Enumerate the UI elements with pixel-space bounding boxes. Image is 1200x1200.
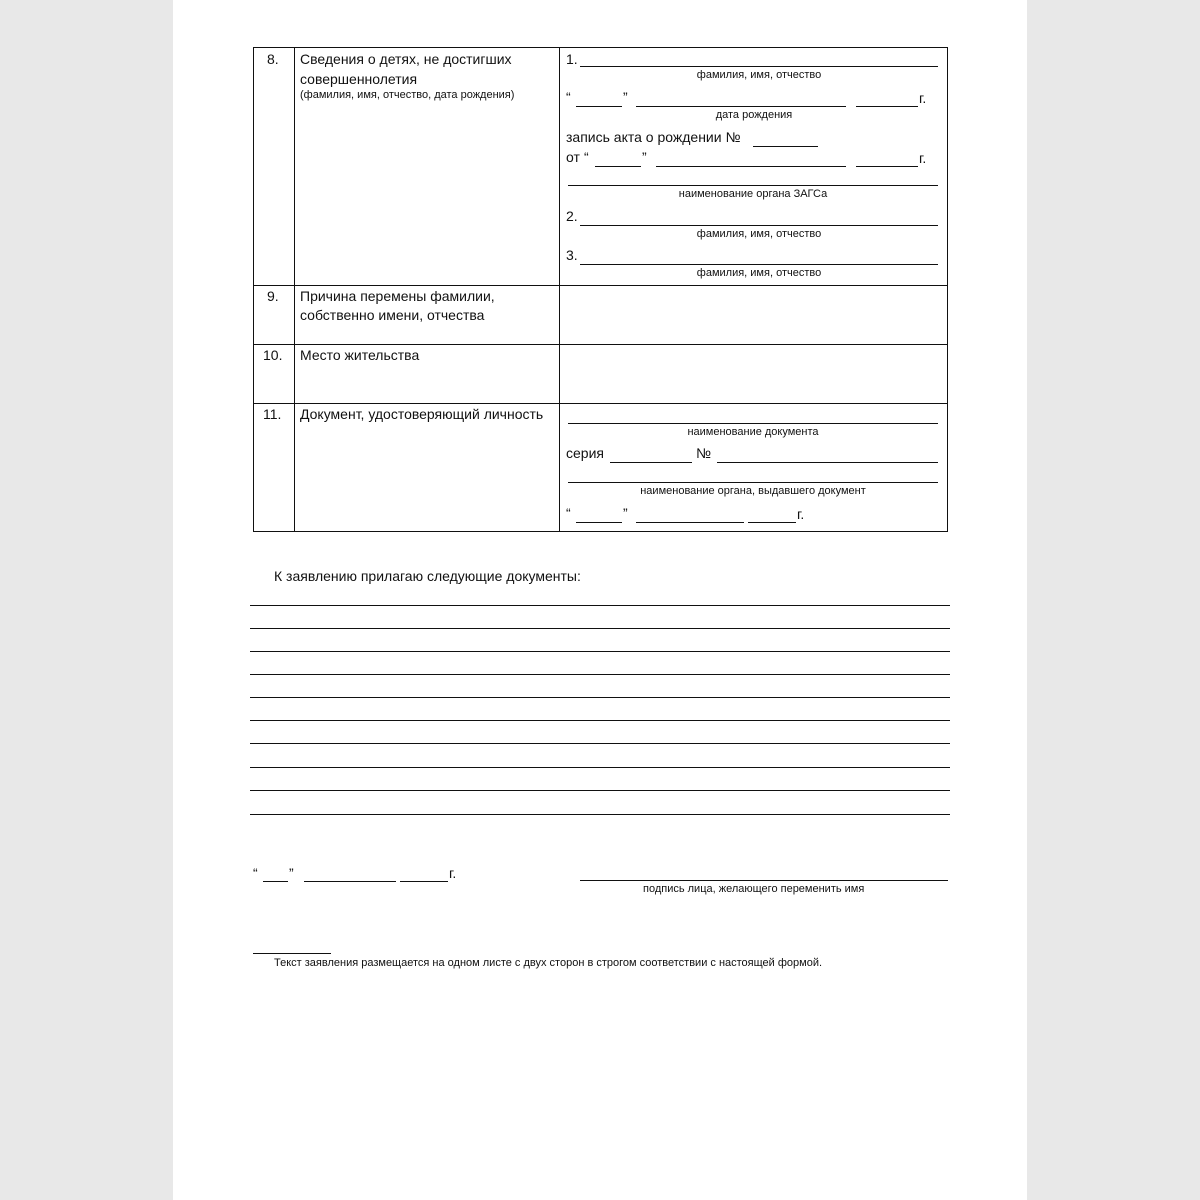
attachment-line[interactable] [250,628,950,629]
row-label-line: собственно имени, отчества [300,307,485,323]
zags-name-field[interactable] [568,185,938,186]
child-name-field[interactable] [580,66,938,67]
row-number: 8. [267,51,279,67]
attachment-line[interactable] [250,743,950,744]
document-name-field[interactable] [568,423,938,424]
attachment-line[interactable] [250,605,950,606]
year-suffix: г. [797,506,805,522]
issue-year-field[interactable] [748,522,796,523]
attachment-line[interactable] [250,814,950,815]
document-page [173,0,1027,1200]
attachment-line[interactable] [250,790,950,791]
signature-caption: подпись лица, желающего переменить имя [643,883,865,895]
sign-day-field[interactable] [263,881,288,882]
sign-month-field[interactable] [304,881,396,882]
footnote-text: Текст заявления размещается на одном листе с двух сторон в строгом соответствии с настоящей формой. [274,957,823,969]
attachments-intro: К заявлению прилагаю следующие документы: [274,568,581,584]
child-number: 2. [566,208,578,224]
row-label-line: Документ, удостоверяющий личность [300,406,544,422]
document-number-field[interactable] [717,462,938,463]
field-caption: дата рождения [715,109,793,121]
issuer-field[interactable] [568,482,938,483]
act-day-field[interactable] [595,166,641,167]
child-number: 3. [566,247,578,263]
number-label: № [696,445,712,461]
quote-open: “ [566,89,571,105]
birth-month-field[interactable] [636,106,846,107]
series-label: серия [566,445,604,461]
child-name-field[interactable] [580,264,938,265]
from-label: от [566,149,580,165]
attachment-line[interactable] [250,767,950,768]
quote-close: ” [623,89,628,105]
field-caption: фамилия, имя, отчество [696,69,822,81]
child-name-field[interactable] [580,225,938,226]
row-number: 9. [267,288,279,304]
act-year-field[interactable] [856,166,918,167]
quote-close: ” [289,865,294,881]
quote-open: “ [253,865,258,881]
footnote-separator [253,953,331,954]
residence-field[interactable] [560,345,946,402]
year-suffix: г. [919,90,927,106]
quote-close: ” [642,149,647,165]
child-number: 1. [566,51,578,67]
series-field[interactable] [610,462,692,463]
year-suffix: г. [919,150,927,166]
quote-open: “ [566,505,571,521]
row-number: 11. [263,406,282,422]
quote-open: “ [584,149,589,165]
issue-month-field[interactable] [636,522,744,523]
act-record-number-field[interactable] [753,146,818,147]
row-label-line: Сведения о детях, не достигших [300,51,512,67]
attachment-line[interactable] [250,720,950,721]
row-label-line: Место жительства [300,347,420,363]
birth-day-field[interactable] [576,106,622,107]
row-number: 10. [263,347,283,363]
row-label-note: (фамилия, имя, отчество, дата рождения) [300,89,515,101]
attachment-line[interactable] [250,674,950,675]
field-caption: фамилия, имя, отчество [696,228,822,240]
attachment-line[interactable] [250,697,950,698]
row-label-line: Причина перемены фамилии, [300,288,495,304]
name-change-reason-field[interactable] [560,286,946,343]
row-label-line: совершеннолетия [300,71,418,87]
attachment-line[interactable] [250,651,950,652]
birth-year-field[interactable] [856,106,918,107]
quote-close: ” [623,505,628,521]
year-suffix: г. [449,865,457,881]
sign-year-field[interactable] [400,881,448,882]
act-month-field[interactable] [656,166,846,167]
field-caption: наименование органа, выдавшего документ [640,485,866,497]
act-record-label: запись акта о рождении № [566,129,741,145]
field-caption: фамилия, имя, отчество [696,267,822,279]
signature-field[interactable] [580,880,948,881]
issue-day-field[interactable] [576,522,622,523]
field-caption: наименование документа [687,426,819,438]
field-caption: наименование органа ЗАГСа [678,188,828,200]
